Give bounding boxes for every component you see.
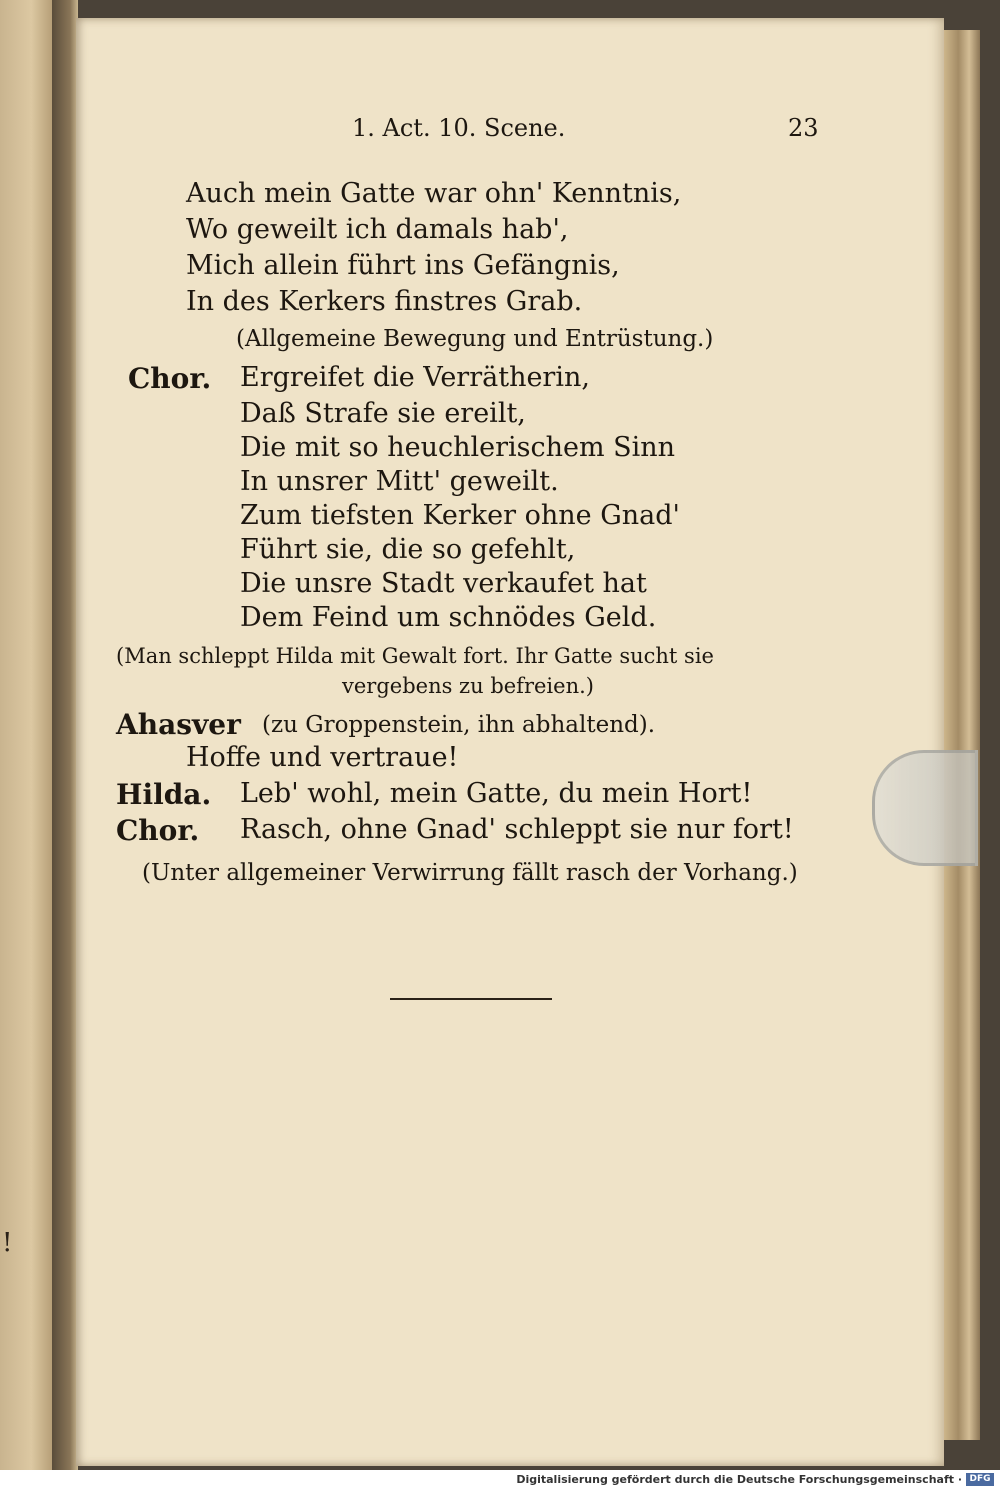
stage-direction: vergebens zu befreien.) [342, 674, 594, 698]
verse-line: Führt sie, die so gefehlt, [240, 534, 576, 565]
funding-credit: Digitalisierung gefördert durch die Deutsche Forschungsgemeinschaft · [516, 1473, 962, 1486]
verse-line: In unsrer Mitt' geweilt. [240, 466, 559, 497]
page-stack-edge [944, 30, 980, 1440]
footer-bar [0, 1470, 1000, 1491]
verse-line: Ergreifet die Verrätherin, [240, 362, 590, 393]
facing-page-edge [0, 0, 52, 1470]
verse-line: Die mit so heuchlerischem Sinn [240, 432, 676, 463]
page-clip [872, 750, 978, 866]
verse-line: Die unsre Stadt verkaufet hat [240, 568, 647, 599]
stage-direction: (zu Groppenstein, ihn abhaltend). [262, 712, 656, 738]
margin-mark: ! [2, 1228, 13, 1258]
page-number: 23 [788, 114, 819, 142]
book-page [76, 18, 944, 1466]
verse-line: Wo geweilt ich damals hab', [186, 214, 569, 245]
stage-direction: (Unter allgemeiner Verwirrung fällt rasch der Vorhang.) [142, 860, 798, 886]
verse-line: Mich allein führt ins Gefängnis, [186, 250, 620, 281]
end-rule [390, 998, 552, 1000]
verse-line: Zum tiefsten Kerker ohne Gnad' [240, 500, 680, 531]
running-title: 1. Act. 10. Scene. [352, 114, 566, 142]
verse-line: Dem Feind um schnödes Geld. [240, 602, 657, 633]
stage-direction: (Allgemeine Bewegung und Entrüstung.) [236, 326, 714, 352]
speaker-name: Hilda. [116, 778, 212, 811]
speaker-name: Chor. [116, 814, 200, 847]
verse-line: Auch mein Gatte war ohn' Kenntnis, [186, 178, 682, 209]
speaker-name: Ahasver [116, 708, 241, 741]
verse-line: Daß Strafe sie ereilt, [240, 398, 526, 429]
book-gutter [52, 0, 78, 1470]
stage-direction: (Man schleppt Hilda mit Gewalt fort. Ihr Gatte sucht sie [116, 644, 714, 668]
verse-line: Hoffe und vertraue! [186, 742, 459, 773]
verse-line: Rasch, ohne Gnad' schleppt sie nur fort! [240, 814, 794, 845]
verse-line: In des Kerkers finstres Grab. [186, 286, 583, 317]
dfg-logo: DFG [966, 1473, 994, 1486]
verse-line: Leb' wohl, mein Gatte, du mein Hort! [240, 778, 753, 809]
speaker-name: Chor. [128, 362, 212, 395]
